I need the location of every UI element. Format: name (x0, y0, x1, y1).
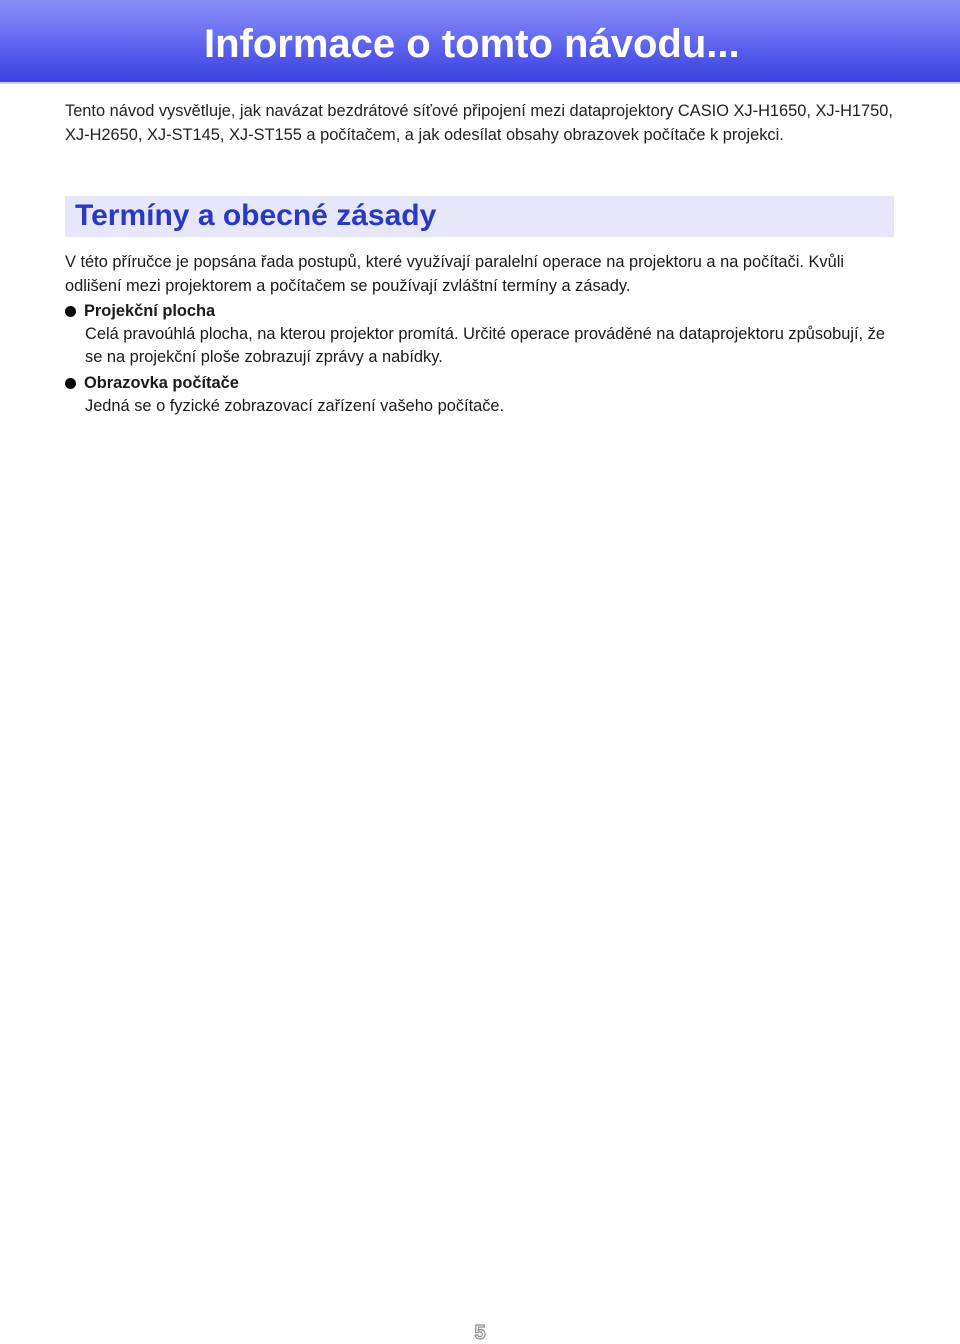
term-item-computer-screen (65, 372, 905, 418)
term-description: Celá pravoúhlá plocha, na kterou projektor promítá. Určité operace prováděné na dataprojektoru způsobují, že se na projekční ploše zobrazují zprávy a nabídky. (85, 325, 885, 366)
section-paragraph: V této příručce je popsána řada postupů, které využívají paralelní operace na projektoru a na počítači. Kvůli odlišení mezi projektorem a počítačem se používají zvláštní termíny a zásady. (65, 253, 845, 295)
bullet-icon (65, 378, 76, 389)
term-heading (65, 372, 905, 395)
term-heading (65, 300, 905, 323)
bullet-icon (65, 306, 76, 317)
term-item-projection-area (65, 300, 905, 369)
section-title: Termíny a obecné zásady (75, 199, 437, 232)
term-label: Obrazovka počítače (84, 374, 239, 392)
intro-paragraph: Tento návod vysvětluje, jak navázat bezdrátové síťové připojení mezi dataprojektory CASIO XJ-H1650, XJ-H1750, XJ-H2650, XJ-ST145, XJ-ST155 a počítačem, a jak odesílat obsahy obrazovek počítače k projekci. (65, 102, 893, 144)
page-number: 5 (474, 1322, 486, 1344)
term-description: Jedná se o fyzické zobrazovací zařízení vašeho počítače. (85, 397, 505, 415)
term-label: Projekční plocha (84, 302, 216, 320)
page-title: Informace o tomto návodu... (204, 22, 740, 66)
